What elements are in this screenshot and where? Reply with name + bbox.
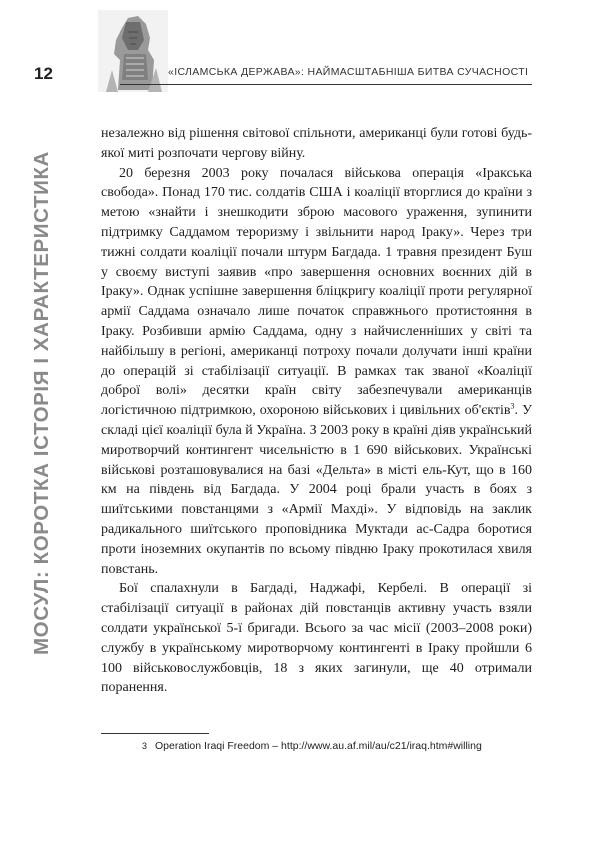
footnote-number: 3: [141, 741, 147, 751]
paragraph-2: [101, 164, 532, 580]
page-number: 12: [34, 64, 53, 83]
footnote: [101, 738, 532, 754]
paragraph-1: незалежно від рішення світової спільноти, американці були готові будь-якої миті розпочати чергову війну.: [101, 126, 532, 161]
lamassu-statue-icon: [98, 10, 168, 92]
footnote-rule: [101, 733, 209, 734]
paragraph-2-text: 20 березня 2003 року почалася військова операція «Іракська свобода». Понад 170 тис. солдатів США і коаліції вторглися до країни з метою «знайти і знешкодити зброю масового ураження, зупинити підтримку Саддамом тероризму і звільнити народ Іраку». Через три тижні солдати коаліції почали штурм Багдада. 1 травня президент Буш у своєму виступі заявив «про завершення основних воєнних дій в Іраку». Однак успішне завершення бліцкригу коаліції проти регулярної армії Саддама означало лише початок справжнього протистояння в Іраку. Розбивши армію Саддама, одну з найчисленніших у світі та найбільшу в регіоні, американці потроху почали долучати інші країни до операцій зі стабілізації ситуації. В рамках так званої «Коаліції доброї волі» десятки країн світу забезпечували американців логістичною підтримкою, охороною військових і цивільних об'єктів: [101, 165, 532, 419]
footnote-ref: 3: [510, 401, 515, 411]
paragraph-3: Бої спалахнули в Багдаді, Наджафі, Кербелі. В операції зі стабілізації ситуації в районах дій повстанців активну участь взяли солдати української 5-ї бригади. Всього за час місії (2003–2008 роки) службу в українському миротворчому контингенті в Іраку пройшли 6 100 військовослужбовців, 18 з яких загинули, ще 40 отримали поранення.: [101, 581, 532, 696]
body-text: [101, 124, 532, 698]
footnote-text: Operation Iraqi Freedom – http://www.au.af.mil/au/c21/iraq.htm#willing: [155, 740, 482, 752]
header-rule: [120, 84, 532, 85]
running-head: «ІСЛАМСЬКА ДЕРЖАВА»: НАЙМАСШТАБНІША БИТВА СУЧАСНОСТІ: [168, 66, 529, 78]
paragraph-2-text-cont: . У складі цієї коаліції була й Україна. З 2003 року в країні діяв український миротворчий контингент чисельністю в 1 690 військових. Українські військові розташовувалися на базі «Дельта» в місті ель-Кут, що в 160 км на південь від Багдада. У 2004 році брали участь в боях з шиїтськими повстанцями з «Армії Махді». У відповідь на заклик радикального шиїтського проповідника Муктади ас-Садра боротися проти іноземних окупантів по всьому півдню Іраку прокотилася хвиля повстань.: [101, 403, 532, 577]
side-title: МОСУЛ: КОРОТКА ІСТОРІЯ І ХАРАКТЕРИСТИКА: [30, 151, 53, 655]
